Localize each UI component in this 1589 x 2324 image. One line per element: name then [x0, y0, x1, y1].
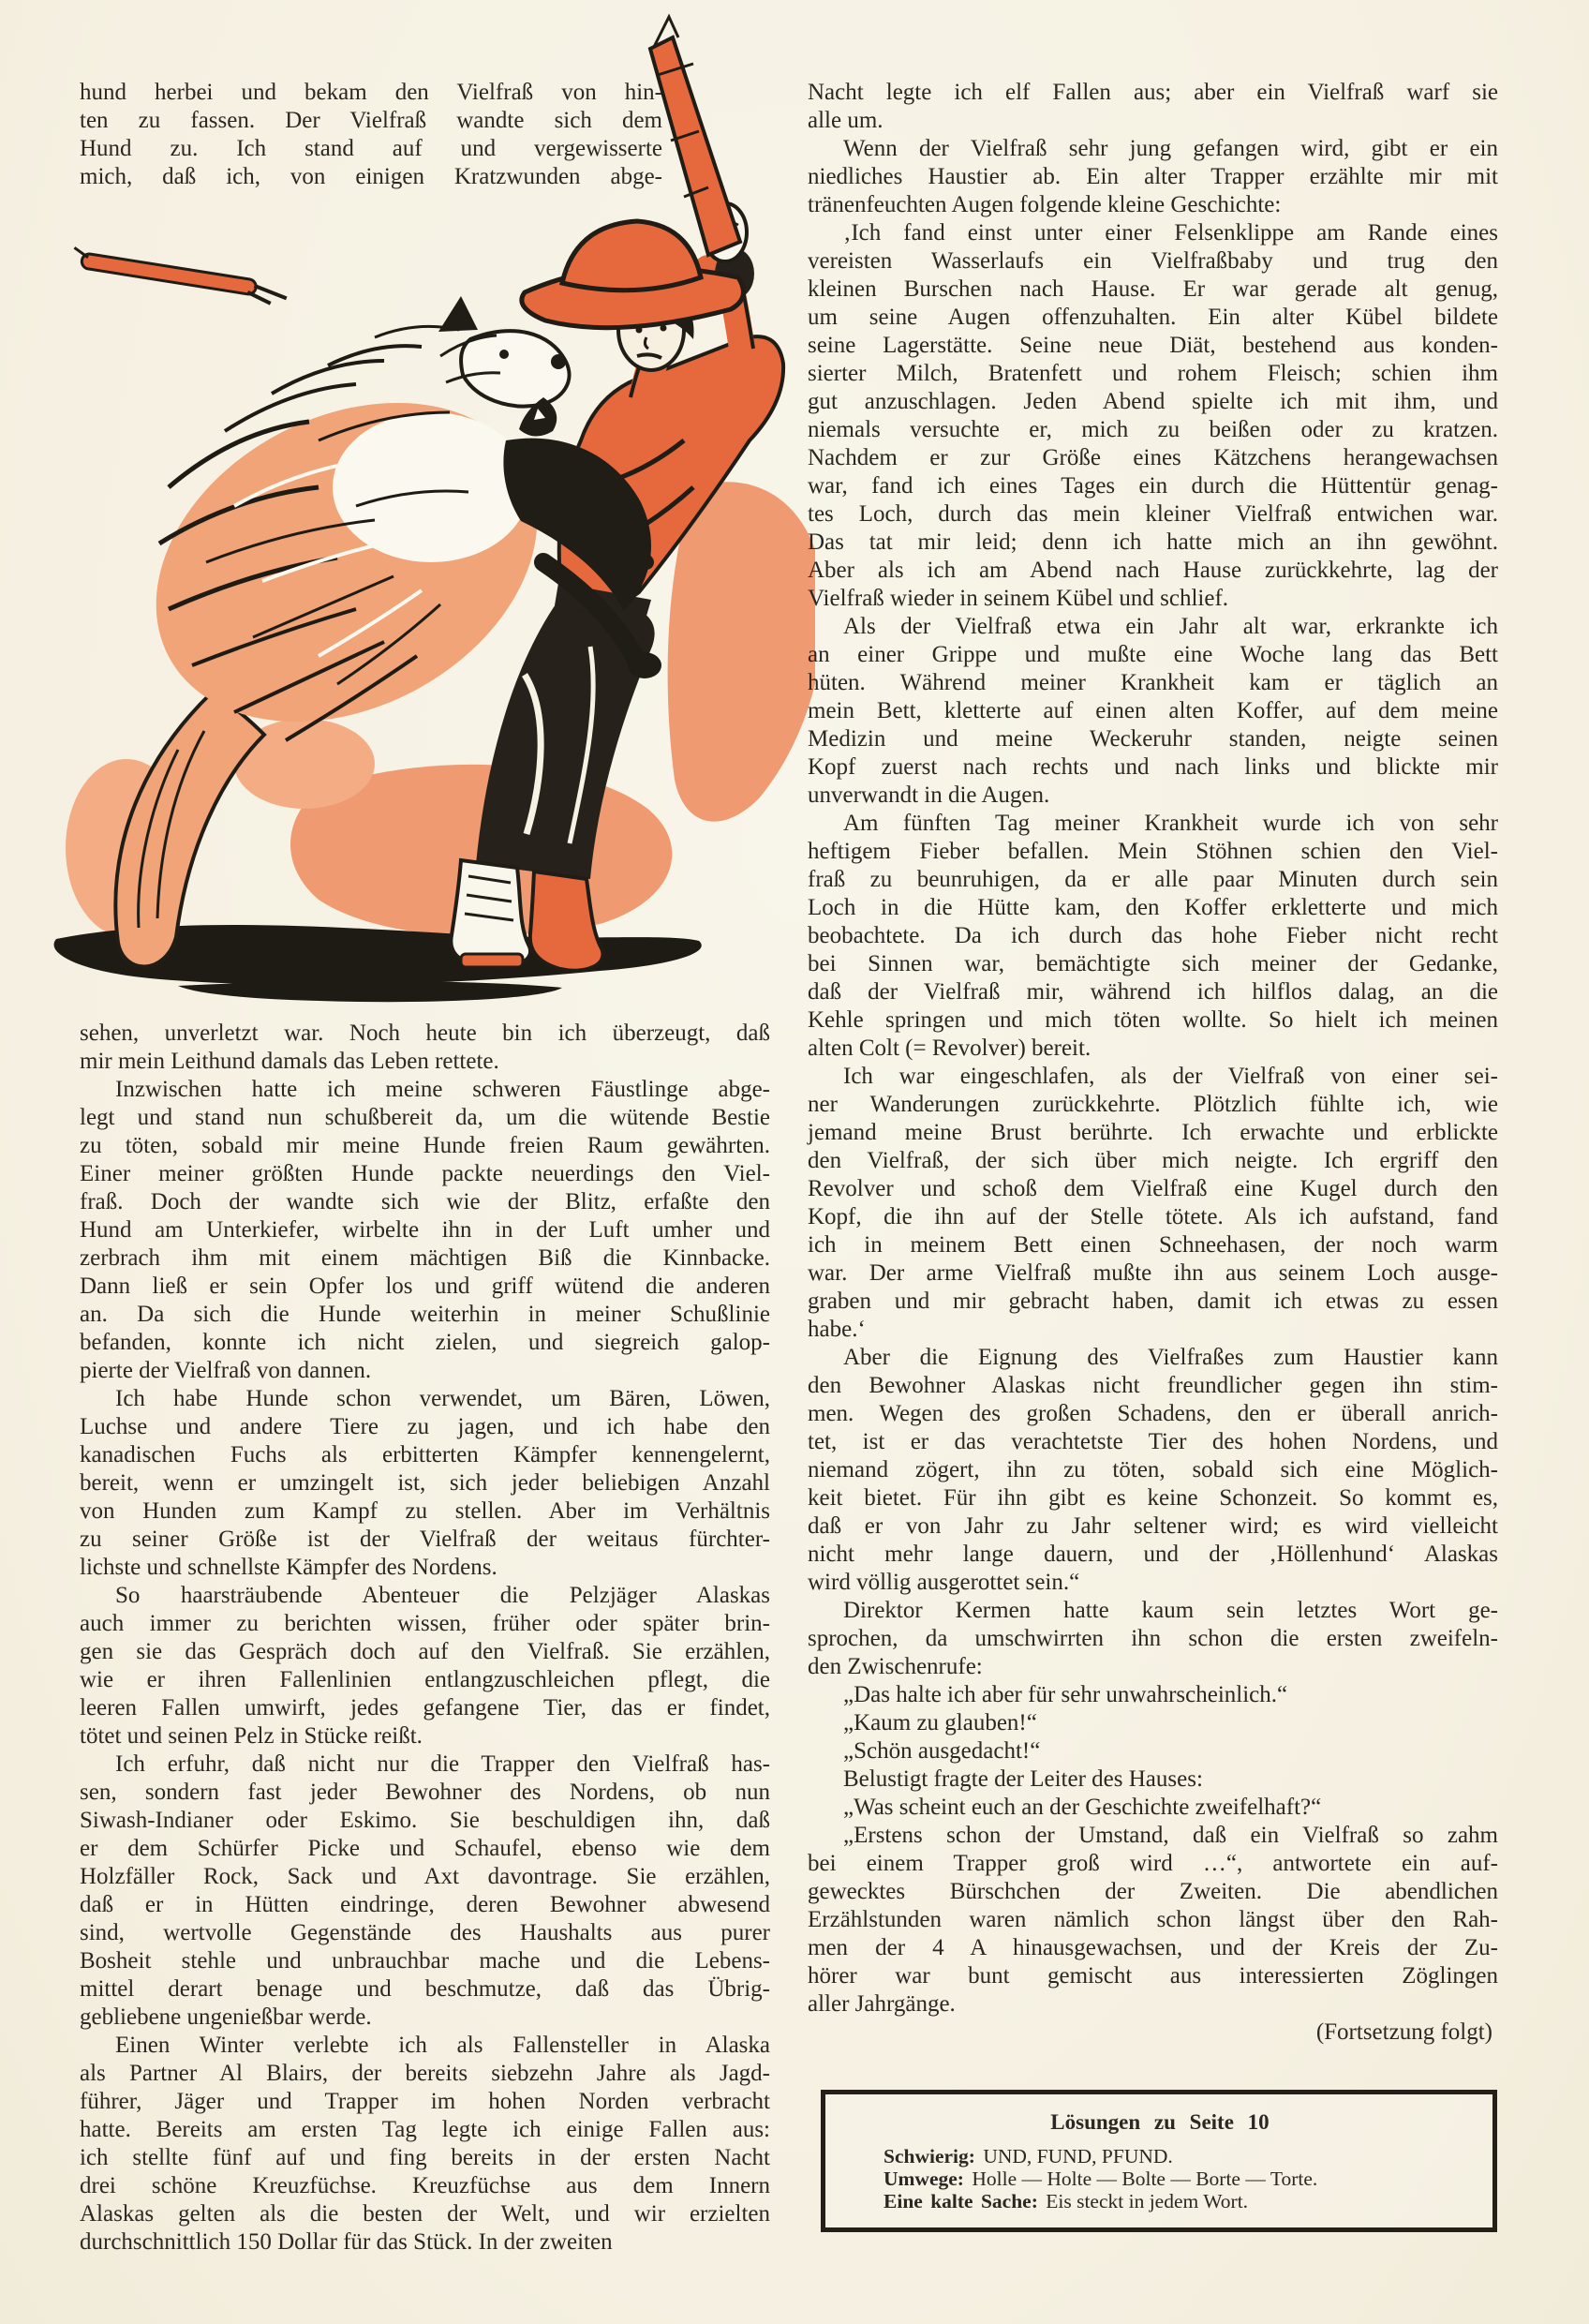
paragraph — [808, 1765, 1498, 1794]
text-line: daß er von Jahr zu Jahr seltener wird; es wird vielleicht — [808, 1513, 1498, 1539]
paragraph — [808, 135, 1498, 219]
text-line: Kopf zuerst nach rechts und nach links und blickte mir — [808, 754, 1498, 780]
text-line: ten zu fassen. Der Vielfraß wandte sich dem — [80, 108, 662, 133]
text-line: Einen Winter verlebte ich als Fallensteller in Alaska — [115, 2033, 770, 2058]
text-line: Holzfäller Rock, Sack und Axt davontrage. Sie erzählen, — [80, 1864, 770, 1889]
text-line: bereit, wenn er umzingelt ist, sich jeder beliebigen Anzahl — [80, 1470, 770, 1496]
text-line: Kehle springen und mich töten wollte. So hielt ich meinen — [808, 1007, 1498, 1033]
text-line: So haarsträubende Abenteuer die Pelzjäger Alaskas — [115, 1583, 770, 1608]
text-line: Am fünften Tag meiner Krankheit wurde ich von sehr — [843, 811, 1498, 836]
text-line: er dem Schürfer Picke und Schaufel, ebenso wie dem — [80, 1836, 770, 1861]
text-line: (Fortsetzung folgt) — [1315, 2019, 1492, 2045]
text-line: zu seiner Größe ist der Vielfraß der weitaus fürchter- — [80, 1527, 770, 1552]
text-line: men. Wegen des großen Schadens, den er überall anrich- — [808, 1401, 1498, 1426]
text-line: niemals versuchte er, mich zu beißen oder zu kratzen. — [808, 417, 1498, 442]
text-line: als Partner Al Blairs, der bereits siebzehn Jahre als Jagd- — [80, 2061, 770, 2086]
solutions-box-entries — [884, 2145, 1464, 2212]
text-line: mich, daß ich, von einigen Kratzwunden abge- — [80, 164, 662, 189]
text-line: gut anzuschlagen. Jeden Abend spielte ich mit ihm, und — [808, 389, 1498, 414]
paragraph — [80, 1582, 770, 1750]
text-line: bei einem Trapper groß wird …“, antwortete ein auf- — [808, 1851, 1498, 1876]
text-line: wie er ihren Fallenlinien entlangzuschleichen pflegt, die — [80, 1667, 770, 1692]
text-line: gebliebene ungenießbar werde. — [80, 2004, 372, 2030]
text-line: alten Colt (= Revolver) bereit. — [808, 1035, 1092, 1061]
text-line: sen, sondern fast jeder Bewohner des Nordens, ob nun — [80, 1780, 770, 1805]
text-line: von Hunden zum Kampf zu stellen. Aber im Verhältnis — [80, 1498, 770, 1524]
paragraph — [80, 79, 662, 191]
solution-label: Eine kalte Sache: — [884, 2190, 1047, 2212]
text-line: mittel derart benage und beschmutze, daß das Übrig- — [80, 1976, 770, 2002]
paragraph — [808, 1709, 1498, 1737]
text-line: men der 4 A hinausgewachsen, und der Kreis der Zu- — [808, 1935, 1498, 1960]
text-line: Direktor Kermen hatte kaum sein letztes Wort ge- — [843, 1598, 1498, 1623]
text-line: beobachtete. Da ich durch das hohe Fieber nicht recht — [808, 923, 1498, 948]
text-line: graben und mir gebracht haben, damit ich etwas zu essen — [808, 1289, 1498, 1314]
text-line: Wenn der Vielfraß sehr jung gefangen wird, gibt er ein — [843, 136, 1498, 161]
text-line: kleinen Burschen nach Hause. Er war gerade alt genug, — [808, 276, 1498, 302]
paragraph — [808, 1681, 1498, 1709]
text-line: Nachdem er zur Größe eines Kätzchens herangewachsen — [808, 445, 1498, 470]
text-line: alle um. — [808, 108, 884, 133]
solution-text: Eis steckt in jedem Wort. — [1046, 2190, 1249, 2212]
text-line: heftigem Fieber befallen. Mein Stöhnen schien den Viel- — [808, 839, 1498, 864]
text-line: hatte. Bereits am ersten Tag legte ich einige Fallen aus: — [80, 2117, 770, 2142]
text-line: keit bietet. Für ihn gibt es keine Schonzeit. So kommt es, — [808, 1485, 1498, 1511]
text-line: gen sie das Gespräch doch auf den Vielfraß. Sie erzählen, — [80, 1639, 770, 1664]
text-line: zu töten, sobald mir meine Hunde freien Raum gewährten. — [80, 1133, 770, 1158]
solutions-box-title: Lösungen zu Seite 10 — [1050, 2110, 1270, 2134]
paragraph — [80, 1385, 770, 1582]
text-line: fraß. Doch der wandte sich wie der Blitz, erfaßte den — [80, 1189, 770, 1214]
paragraph — [808, 810, 1498, 1063]
text-line: Inzwischen hatte ich meine schweren Fäustlinge abge- — [115, 1077, 770, 1102]
text-line: ner Wanderungen zurückkehrte. Plötzlich fühlte ich, wie — [808, 1092, 1498, 1117]
paragraph — [80, 1076, 770, 1385]
text-line: hüten. Während meiner Krankheit kam er täglich an — [808, 670, 1498, 695]
text-line: jemand meine Brust berührte. Ich erwachte und erblickte — [808, 1120, 1498, 1145]
text-line: bei Sinnen war, bemächtigte sich meiner der Gedanke, — [808, 951, 1498, 976]
text-line: Belustigt fragte der Leiter des Hauses: — [843, 1766, 1203, 1792]
text-line: Luchse und andere Tiere zu jagen, und ich habe den — [80, 1414, 770, 1439]
text-line: daß er in Hütten eindringe, deren Bewohner abwesend — [80, 1892, 770, 1917]
text-line: tränenfeuchten Augen folgende kleine Geschichte: — [808, 192, 1282, 217]
text-line: aller Jahrgänge. — [808, 1991, 956, 2017]
text-line: zerbrach ihm mit einem mächtigen Biß die Kinnbacke. — [80, 1245, 770, 1271]
text-line: sprochen, da umschwirrten ihn schon die ersten zweifeln- — [808, 1626, 1498, 1651]
text-line: ich stellte fünf auf und fing bereits in der ersten Nacht — [80, 2145, 770, 2170]
text-line: den Zwischenrufe: — [808, 1654, 983, 1679]
paragraph — [80, 2032, 770, 2257]
solution-label: Schwierig: — [884, 2145, 984, 2168]
paragraph — [808, 1344, 1498, 1597]
text-line: Erzählstunden waren nämlich schon längst über den Rah- — [808, 1907, 1498, 1932]
text-line: „Das halte ich aber für sehr unwahrscheinlich.“ — [843, 1682, 1288, 1707]
text-line: tet, ist er das verachtetste Tier des hohen Nordens, und — [808, 1429, 1498, 1454]
text-line: mir mein Leithund damals das Leben rettete. — [80, 1049, 499, 1074]
text-line: „Kaum zu glauben!“ — [843, 1710, 1037, 1736]
text-line: niemand zögert, ihn zu töten, sobald sich eine Möglich- — [808, 1457, 1498, 1482]
text-line: wird völlig ausgerottet sein.“ — [808, 1570, 1080, 1595]
paragraph — [808, 613, 1498, 810]
text-line: mein Bett, kletterte auf einen alten Koffer, auf dem meine — [808, 698, 1498, 723]
text-line: „Schön ausgedacht!“ — [843, 1738, 1041, 1764]
text-line: Hund am Unterkiefer, wirbelte ihn in der Luft umher und — [80, 1217, 770, 1243]
text-line: sehen, unverletzt war. Noch heute bin ich überzeugt, daß — [80, 1020, 770, 1046]
text-line: sierter Milch, Bratenfett und rohem Fleisch; schien ihm — [808, 361, 1498, 386]
text-line: „Was scheint euch an der Geschichte zweifelhaft?“ — [843, 1795, 1322, 1820]
paragraph — [80, 1020, 770, 1076]
text-line: Aber die Eignung des Vielfraßes zum Haustier kann — [843, 1345, 1498, 1370]
text-line: habe.‘ — [808, 1317, 866, 1342]
stick-fragment — [70, 247, 289, 305]
text-line: Ich war eingeschlafen, als der Vielfraß von einer sei- — [843, 1064, 1498, 1089]
text-line: Einer meiner größten Hunde packte neuerdings den Viel- — [80, 1161, 770, 1186]
text-line: niedliches Haustier ab. Ein alter Trapper erzählte mir mit — [808, 164, 1498, 189]
text-line: gewecktes Bürschchen der Zweiten. Die abendlichen — [808, 1879, 1498, 1904]
paragraph — [808, 219, 1498, 613]
text-line: Loch in die Hütte kam, den Koffer erkletterte und mich — [808, 895, 1498, 920]
right-column-text — [808, 79, 1498, 2047]
text-line: führer, Jäger und Trapper im hohen Norden verbracht — [80, 2089, 770, 2114]
paragraph — [808, 1822, 1498, 2019]
text-line: den Bewohner Alaskas nicht freundlicher gegen ihn stim- — [808, 1373, 1498, 1398]
text-line: um seine Augen offenzuhalten. Ein alter Kübel bildete — [808, 305, 1498, 330]
left-column-top-text — [80, 79, 662, 191]
text-line: an. Da sich die Hunde weiterhin in meiner Schußlinie — [80, 1302, 770, 1327]
text-line: leeren Fallen umwirft, jedes gefangene Tier, das er findet, — [80, 1695, 770, 1721]
text-line: hund herbei und bekam den Vielfraß von hin- — [80, 80, 662, 105]
text-line: Als der Vielfraß etwa ein Jahr alt war, erkrankte ich — [843, 614, 1498, 639]
paragraph — [808, 79, 1498, 135]
solution-entry — [884, 2145, 1464, 2168]
text-line: den Vielfraß, der sich über mich neigte. Ich ergriff den — [808, 1148, 1498, 1173]
text-line: Hund zu. Ich stand auf und vergewisserte — [80, 136, 662, 161]
text-line: ich in meinem Bett einen Schneehasen, der noch warm — [808, 1232, 1498, 1258]
text-line: vereisten Wasserlaufs ein Vielfraßbaby und trug den — [808, 248, 1498, 274]
text-line: seine Lagerstätte. Seine neue Diät, bestehend aus konden- — [808, 333, 1498, 358]
text-line: Aber als ich am Abend nach Hause zurückkehrte, lag der — [808, 558, 1498, 583]
text-line: fraß zu beunruhigen, da er alle paar Minuten durch sein — [808, 867, 1498, 892]
solution-text: UND, FUND, PFUND. — [983, 2145, 1173, 2168]
text-line: ‚Ich fand einst unter einer Felsenklippe am Rande eines — [843, 220, 1498, 246]
text-line: Nacht legte ich elf Fallen aus; aber ein Vielfraß warf sie — [808, 80, 1498, 105]
text-line: hörer war bunt gemischt aus interessierten Zöglingen — [808, 1963, 1498, 1989]
solutions-box — [821, 2090, 1497, 2232]
text-line: Ich habe Hunde schon verwendet, um Bären, Löwen, — [115, 1386, 770, 1411]
paragraph — [80, 1750, 770, 2032]
ground-ink — [178, 981, 562, 1002]
text-line: auch immer zu berichten wissen, früher oder später brin- — [80, 1611, 770, 1636]
solution-text: Holle — Holte — Bolte — Borte — Torte. — [972, 2168, 1318, 2190]
text-line: pierte der Vielfraß von dannen. — [80, 1358, 372, 1383]
paragraph — [808, 1063, 1498, 1344]
text-line: legt und stand nun schußbereit da, um die wütende Bestie — [80, 1105, 770, 1130]
text-line: daß der Vielfraß mir, während ich hilflos dalag, an die — [808, 979, 1498, 1005]
text-line: Bosheit stehle und unbrauchbar mache und die Lebens- — [80, 1948, 770, 1974]
text-line: an einer Grippe und mußte eine Woche lang das Bett — [808, 642, 1498, 667]
text-line: Ich erfuhr, daß nicht nur die Trapper den Vielfraß has- — [115, 1751, 770, 1777]
text-line: unverwandt in die Augen. — [808, 782, 1050, 808]
solution-entry — [884, 2168, 1464, 2190]
text-line: Siwash-Indianer oder Eskimo. Sie beschuldigen ihn, daß — [80, 1808, 770, 1833]
text-line: nicht mehr lange dauern, und der ‚Höllenhund‘ Alaskas — [808, 1542, 1498, 1567]
paragraph — [808, 1794, 1498, 1822]
left-column-text — [80, 1020, 770, 2257]
text-line: drei schöne Kreuzfüchse. Kreuzfüchse aus dem Innern — [80, 2173, 770, 2198]
text-line: Kopf, die ihn auf der Stelle tötete. Als ich aufstand, fand — [808, 1204, 1498, 1229]
text-line: war. Der arme Vielfraß mußte ihn aus seinem Loch ausge- — [808, 1260, 1498, 1286]
text-line: Dann ließ er sein Opfer los und griff wütend die anderen — [80, 1274, 770, 1299]
text-line: Das tat mir leid; denn ich hatte mich an ihn gewöhnt. — [808, 529, 1498, 555]
text-line: „Erstens schon der Umstand, daß ein Vielfraß so zahm — [843, 1823, 1498, 1848]
text-line: lichste und schnellste Kämpfer des Nordens. — [80, 1555, 497, 1580]
paragraph — [808, 2019, 1498, 2047]
text-line: tötet und seinen Pelz in Stücke reißt. — [80, 1723, 423, 1749]
paragraph — [808, 1597, 1498, 1681]
text-line: kanadischen Fuchs als erbitterten Kämpfer kennengelernt, — [80, 1442, 770, 1467]
text-line: war, fand ich eines Tages ein durch die Hüttentür genag- — [808, 473, 1498, 499]
text-line: tes Loch, durch das mein kleiner Vielfraß entwichen war. — [808, 501, 1498, 527]
text-line: Vielfraß wieder in seinem Kübel und schlief. — [808, 586, 1229, 611]
text-line: Revolver und schoß dem Vielfraß eine Kugel durch den — [808, 1176, 1498, 1201]
paragraph — [808, 1737, 1498, 1765]
text-line: befanden, konnte ich nicht zielen, und siegreich galop- — [80, 1330, 770, 1355]
solution-entry — [884, 2190, 1464, 2212]
text-line: Alaskas gelten als die besten der Welt, und wir erzielten — [80, 2201, 770, 2227]
text-line: Medizin und meine Weckeruhr standen, neigte seinen — [808, 726, 1498, 752]
text-line: durchschnittlich 150 Dollar für das Stück. In der zweiten — [80, 2229, 613, 2255]
background-splash — [668, 482, 815, 821]
solution-label: Umwege: — [884, 2168, 973, 2190]
text-line: sind, wertvolle Gegenstände des Haushalts aus purer — [80, 1920, 770, 1945]
